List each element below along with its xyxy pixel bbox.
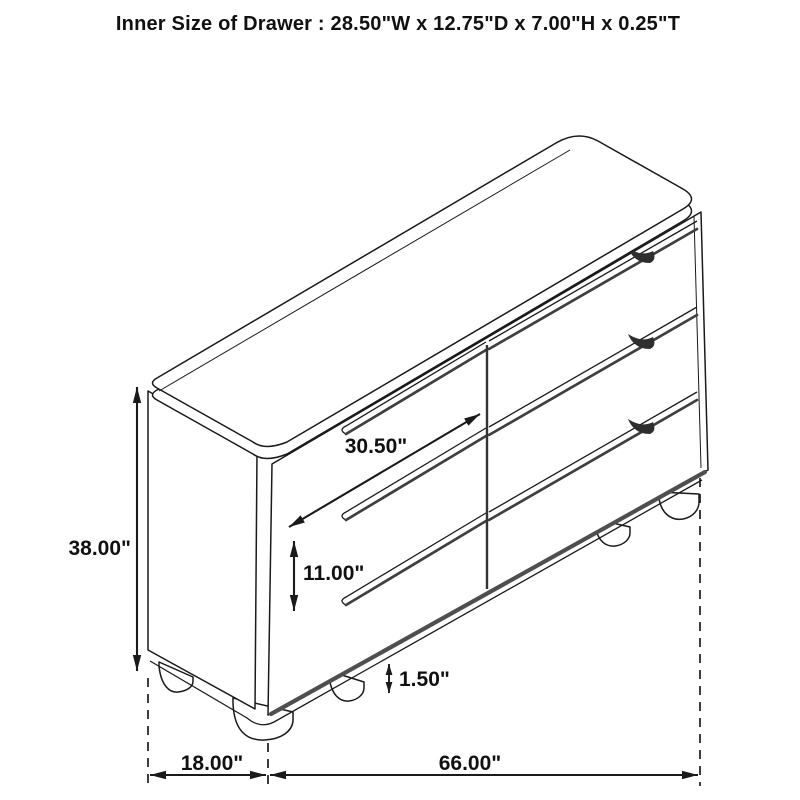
width-dimension-label: 66.00" [438,752,502,775]
drawer-height-dimension-label: 11.00" [303,562,365,585]
dresser-illustration [148,136,708,740]
foot-height-dimension-label: 1.50" [399,668,450,691]
depth-dimension-label: 18.00" [180,752,244,775]
height-dimension-label: 38.00" [68,537,131,560]
diagram-title: Inner Size of Drawer : 28.50"W x 12.75"D x 7.00"H x 0.25"T [115,13,681,35]
drawer-width-dimension-label: 30.50" [344,435,408,458]
